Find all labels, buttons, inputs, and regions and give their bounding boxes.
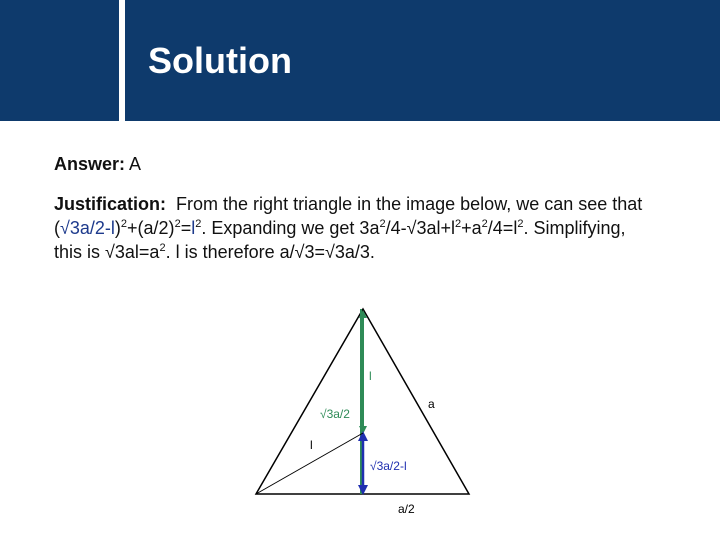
exponent: 2 — [195, 218, 202, 230]
label-sqrt3a2-minus-l: √3a/2-l — [370, 459, 407, 473]
exponent: 2 — [174, 218, 181, 230]
justification-text: = — [180, 218, 192, 238]
justification-label: Justification: — [54, 194, 167, 214]
label-l-lower: l — [310, 438, 313, 452]
label-side-a: a — [428, 397, 435, 411]
exponent: 2 — [517, 218, 524, 230]
justification-text: . l is therefore a/√3=√3a/3. — [165, 242, 375, 262]
justification-text: +(a/2) — [127, 218, 175, 238]
answer-value: A — [129, 154, 142, 174]
expression-highlight: l — [191, 218, 196, 238]
label-l-upper: l — [369, 369, 372, 383]
expression-highlight: √3a/2-l — [60, 218, 115, 238]
justification-text: . Simplifying, this is √3al=a — [54, 218, 626, 262]
exponent: 2 — [120, 218, 128, 230]
justification-text: . Expanding we get 3a — [201, 218, 380, 238]
exponent: 2 — [379, 218, 386, 230]
label-half-a: a/2 — [398, 502, 415, 516]
justification-text: +a — [461, 218, 482, 238]
slide-title: Solution — [148, 40, 292, 81]
exponent: 2 — [455, 218, 462, 230]
justification-text: From the right triangle in the image below, we can see that ( — [54, 194, 643, 238]
justification-text: /4=l — [487, 218, 518, 238]
answer-label: Answer: — [54, 154, 126, 174]
label-sqrt3a2: √3a/2 — [320, 407, 350, 421]
justification-text: /4-√3al+l — [385, 218, 456, 238]
exponent: 2 — [159, 242, 166, 254]
exponent: 2 — [481, 218, 488, 230]
justification-text: ) — [114, 218, 121, 238]
